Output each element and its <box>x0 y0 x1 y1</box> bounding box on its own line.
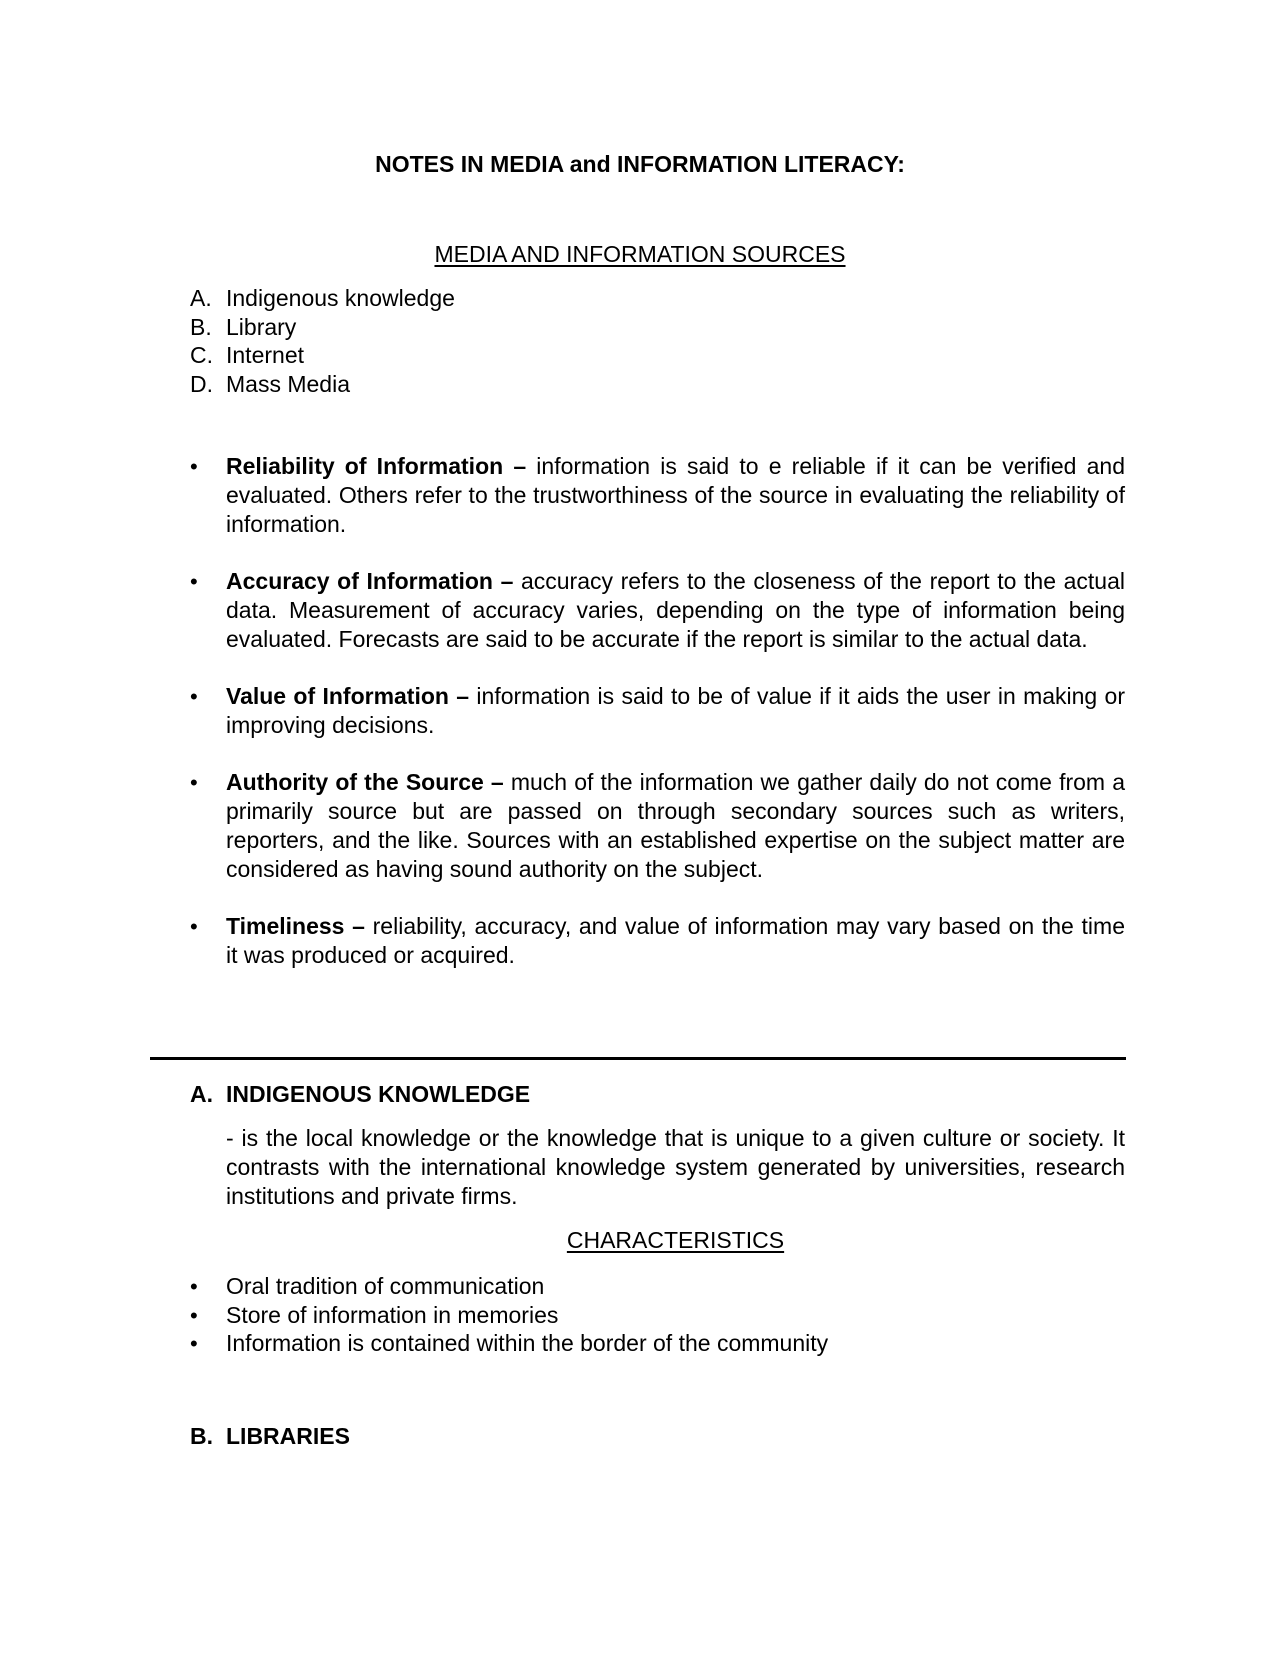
sources-list <box>190 284 455 398</box>
list-item-label: Oral tradition of communication <box>226 1273 545 1299</box>
list-item-label: Indigenous knowledge <box>226 285 455 311</box>
bullet-icon: • <box>190 569 198 594</box>
sources-heading: MEDIA AND INFORMATION SOURCES <box>434 241 846 267</box>
criterion-term: Reliability of Information – <box>226 453 527 479</box>
bullet-icon: • <box>190 1331 198 1356</box>
list-item <box>190 284 455 313</box>
list-item-label: Internet <box>226 342 304 368</box>
list-letter: B. <box>190 313 212 340</box>
list-item-label: Information is contained within the border of the community <box>226 1330 829 1356</box>
criterion-term: Accuracy of Information – <box>226 568 514 594</box>
section-letter: A. <box>190 1081 213 1107</box>
criterion-text: accuracy refers to the closeness of the report to the actual data. Measurement of accuracy varies, depending on the type of information being evaluated. Forecasts are said to be accurate if the report is similar to the actual data. <box>226 568 1125 652</box>
list-letter: A. <box>190 285 212 311</box>
section-title: LIBRARIES <box>226 1423 350 1449</box>
list-item <box>190 370 455 399</box>
criteria-list <box>190 452 1125 970</box>
criterion-accuracy <box>190 567 1125 654</box>
list-item-label: Library <box>226 313 297 340</box>
indigenous-definition: - is the local knowledge or the knowledge that is unique to a given culture or society. It contrasts with the international knowledge system generated by universities, research institutions and private firms. <box>226 1125 1125 1209</box>
bullet-icon: • <box>190 914 198 939</box>
bullet-icon: • <box>190 454 198 479</box>
criterion-term: Authority of the Source – <box>226 769 504 795</box>
section-heading-indigenous <box>190 1080 530 1109</box>
list-item <box>190 313 455 342</box>
criterion-term: Timeliness – <box>226 913 365 939</box>
criterion-text: much of the information we gather daily do not come from a primarily source but are passed on through secondary sources such as writers, reporters, and the like. Sources with an established expertise on the subject matter are considered as having sound authority on the subject. <box>226 769 1125 882</box>
criterion-text: information is said to be of value if it aids the user in making or improving decisions. <box>226 683 1125 738</box>
section-heading-libraries <box>190 1422 350 1451</box>
section-letter: B. <box>190 1423 213 1449</box>
criterion-timeliness <box>190 912 1125 970</box>
list-item-label: Store of information in memories <box>226 1301 559 1328</box>
criterion-authority <box>190 768 1125 884</box>
bullet-icon: • <box>190 1302 198 1328</box>
list-item <box>190 1301 828 1330</box>
document-title: NOTES IN MEDIA and INFORMATION LITERACY: <box>375 151 905 177</box>
list-item <box>190 341 455 370</box>
list-item <box>190 1329 828 1358</box>
characteristics-heading: CHARACTERISTICS <box>566 1227 785 1253</box>
section-title: INDIGENOUS KNOWLEDGE <box>226 1081 531 1107</box>
criterion-reliability <box>190 452 1125 539</box>
list-item-label: Mass Media <box>226 370 350 397</box>
criterion-text: reliability, accuracy, and value of information may vary based on the time it was produced or acquired. <box>226 913 1125 968</box>
bullet-icon: • <box>190 770 198 795</box>
section-divider <box>150 1057 1126 1060</box>
bullet-icon: • <box>190 684 198 709</box>
criterion-value <box>190 682 1125 740</box>
criterion-text: information is said to e reliable if it can be verified and evaluated. Others refer to the trustworthiness of the source in evaluating the reliability of information. <box>226 453 1125 537</box>
characteristics-list <box>190 1272 828 1358</box>
bullet-icon: • <box>190 1274 198 1299</box>
list-letter: C. <box>190 342 213 368</box>
criterion-term: Value of Information – <box>226 683 470 709</box>
list-item <box>190 1272 828 1301</box>
list-letter: D. <box>190 370 213 397</box>
